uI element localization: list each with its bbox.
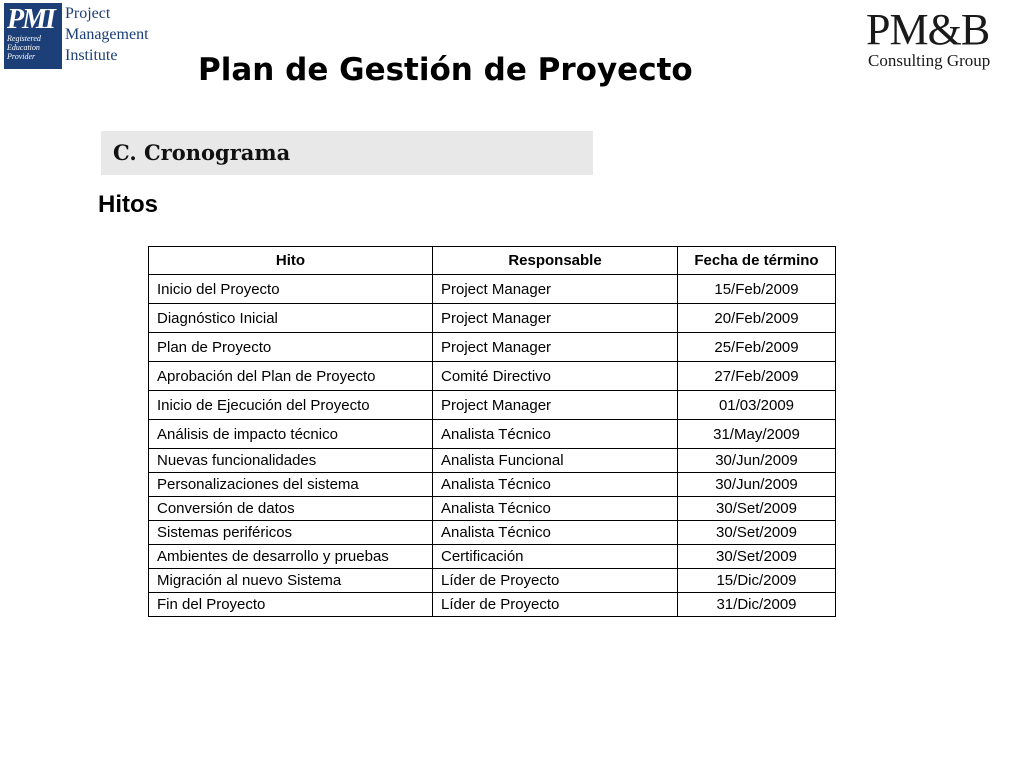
- table-row: [149, 497, 836, 521]
- pmb-logo-name: PM&B: [866, 5, 990, 54]
- section-title: C. Cronograma: [113, 140, 291, 165]
- milestone-cell: Diagnóstico Inicial: [149, 304, 433, 333]
- milestone-cell: Sistemas periféricos: [149, 521, 433, 545]
- column-header-hito: Hito: [149, 247, 433, 275]
- table-row: [149, 362, 836, 391]
- table-row: [149, 449, 836, 473]
- table-row: [149, 391, 836, 420]
- due-date-cell: 31/May/2009: [678, 420, 836, 449]
- pmi-name-line: Management: [65, 26, 149, 43]
- due-date-cell: 20/Feb/2009: [678, 304, 836, 333]
- due-date-cell: 15/Dic/2009: [678, 569, 836, 593]
- responsible-cell: Líder de Proyecto: [433, 593, 678, 617]
- pmi-logo-letters: PMI: [7, 4, 54, 35]
- responsible-cell: Project Manager: [433, 391, 678, 420]
- pmi-name-line: Project: [65, 5, 111, 22]
- table-row: [149, 304, 836, 333]
- pmi-logo-mark: [4, 3, 62, 69]
- due-date-cell: 30/Set/2009: [678, 497, 836, 521]
- page-title: Plan de Gestión de Proyecto: [198, 52, 693, 88]
- responsible-cell: Comité Directivo: [433, 362, 678, 391]
- responsible-cell: Analista Técnico: [433, 473, 678, 497]
- responsible-cell: Certificación: [433, 545, 678, 569]
- section-header: [101, 131, 593, 175]
- table-body: [149, 275, 836, 617]
- due-date-cell: 31/Dic/2009: [678, 593, 836, 617]
- responsible-cell: Project Manager: [433, 304, 678, 333]
- pmi-logo-name: [65, 3, 149, 66]
- milestone-cell: Migración al nuevo Sistema: [149, 569, 433, 593]
- due-date-cell: 25/Feb/2009: [678, 333, 836, 362]
- milestones-heading: Hitos: [98, 191, 158, 218]
- pmi-badge-line: Registered: [7, 34, 41, 43]
- table-row: [149, 569, 836, 593]
- pmi-logo: [4, 3, 150, 69]
- table-row: [149, 333, 836, 362]
- due-date-cell: 30/Jun/2009: [678, 473, 836, 497]
- milestone-cell: Análisis de impacto técnico: [149, 420, 433, 449]
- milestone-cell: Inicio del Proyecto: [149, 275, 433, 304]
- due-date-cell: 30/Set/2009: [678, 545, 836, 569]
- responsible-cell: Project Manager: [433, 275, 678, 304]
- milestone-cell: Personalizaciones del sistema: [149, 473, 433, 497]
- responsible-cell: Analista Técnico: [433, 521, 678, 545]
- table-row: [149, 521, 836, 545]
- due-date-cell: 30/Jun/2009: [678, 449, 836, 473]
- due-date-cell: 27/Feb/2009: [678, 362, 836, 391]
- milestones-table: [148, 246, 836, 617]
- milestone-cell: Nuevas funcionalidades: [149, 449, 433, 473]
- milestone-cell: Conversión de datos: [149, 497, 433, 521]
- table-row: [149, 545, 836, 569]
- milestone-cell: Plan de Proyecto: [149, 333, 433, 362]
- milestone-cell: Aprobación del Plan de Proyecto: [149, 362, 433, 391]
- pmb-logo-tagline: Consulting Group: [868, 51, 991, 70]
- table-row: [149, 593, 836, 617]
- milestone-cell: Ambientes de desarrollo y pruebas: [149, 545, 433, 569]
- responsible-cell: Líder de Proyecto: [433, 569, 678, 593]
- due-date-cell: 30/Set/2009: [678, 521, 836, 545]
- responsible-cell: Project Manager: [433, 333, 678, 362]
- table-header-row: [149, 247, 836, 275]
- milestone-cell: Fin del Proyecto: [149, 593, 433, 617]
- column-header-responsable: Responsable: [433, 247, 678, 275]
- pmi-badge-text: [7, 34, 61, 61]
- table-row: [149, 420, 836, 449]
- due-date-cell: 01/03/2009: [678, 391, 836, 420]
- responsible-cell: Analista Técnico: [433, 420, 678, 449]
- milestone-cell: Inicio de Ejecución del Proyecto: [149, 391, 433, 420]
- table-row: [149, 473, 836, 497]
- pmi-badge-line: Provider: [7, 52, 36, 61]
- pmb-logo: [866, 5, 1016, 74]
- responsible-cell: Analista Técnico: [433, 497, 678, 521]
- table-row: [149, 275, 836, 304]
- pmi-name-line: Institute: [65, 47, 118, 64]
- responsible-cell: Analista Funcional: [433, 449, 678, 473]
- column-header-fecha: Fecha de término: [678, 247, 836, 275]
- pmi-badge-line: Education: [7, 43, 40, 52]
- due-date-cell: 15/Feb/2009: [678, 275, 836, 304]
